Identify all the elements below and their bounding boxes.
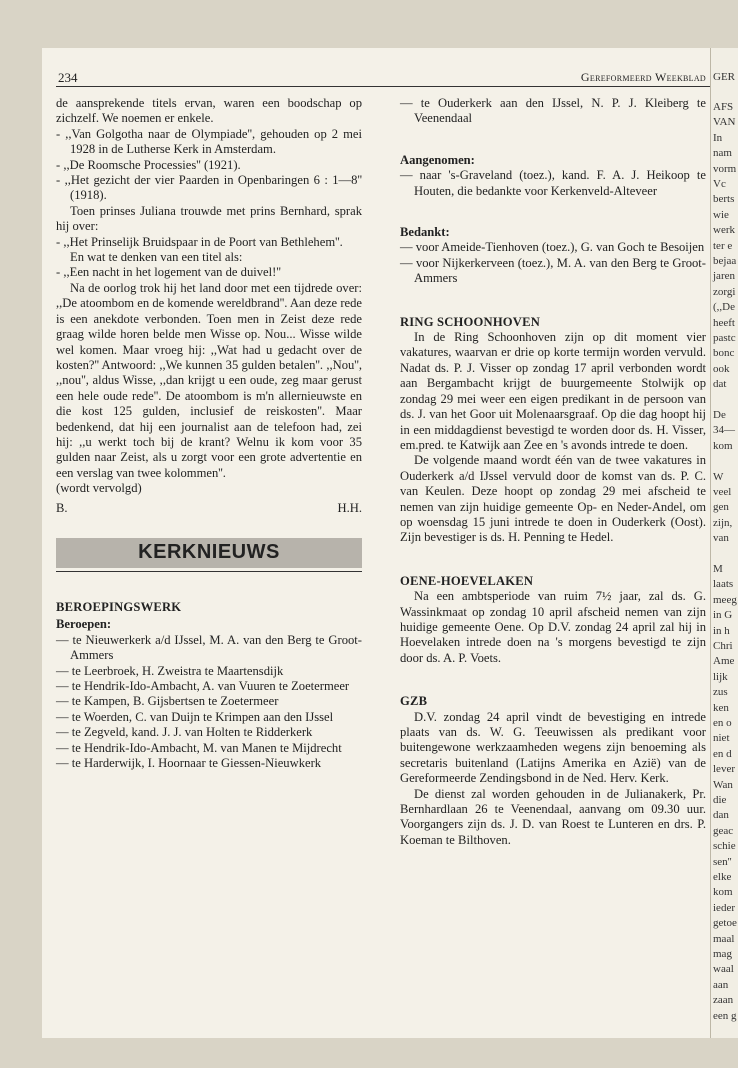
fragment-line: van [713,532,729,545]
fragment-line: veel [713,486,732,498]
fragment-line: elke [713,871,732,883]
fragment-line: getoe [713,917,737,930]
fragment-line: een g [713,1009,737,1022]
fragment-line: meeg [713,593,737,606]
header-rule [56,86,710,87]
paragraph: - ,,Van Golgotha naar de Olympiade'', gehouden op 2 mei 1928 in de Lutherse Kerk in Amsterdam. [56,126,362,157]
fragment-line: zijn, [713,516,733,529]
fragment-line: VAN [713,116,736,129]
fragment-line: zus [713,686,728,699]
continued-note: (wordt vervolgd) [56,481,142,496]
page-number: 234 [58,70,78,85]
fragment-line: geac [713,824,734,837]
paragraph: - ,,De Roomsche Processies'' (1921). [56,157,241,172]
fragment-line: lever [713,763,735,776]
paragraph: - ,,Het gezicht der vier Paarden in Openbaringen 6 : 1—8'' (1918). [56,173,362,203]
section-heading-gzb: GZB [400,694,428,709]
fragment-line: schie [713,840,736,853]
fragment-line: bonc [713,347,735,360]
fragment-line: in G [713,609,733,622]
fragment-line: werk [713,224,735,237]
kerknieuws-banner: KERKNIEUWS [56,538,362,568]
fragment-line: berts [713,193,735,206]
paragraph: In de Ring Schoonhoven zijn op dit moment vier vakatures, waarvan er drie op korte termijn worden vervuld. Nadat ds. P. J. Visser op zondag 17 april verbonden wordt aan Bergambacht krijgt de buurgemeente Stolwijk op zondag 29 mei weer een eigen predikant in de persoon van ds. J. van het Goor uit Molenaarsgraaf. Op die dag hoopt hij in een middagdienst bevestigd te worden door ds. H. Visser, em.pred. te Katwijk aan Zee en 's avonds intrede te doen. [400,330,706,452]
fragment-line: wie [713,208,729,221]
banner-rule [56,571,362,572]
fragment-line: kom [713,886,733,899]
fragment-line: De [713,409,726,421]
fragment-line: vorm [713,162,737,175]
list-item: — te Hendrik-Ido-Ambacht, M. van Manen te Mijdrecht [56,740,342,755]
list-item: — te Zegveld, kand. J. J. van Holten te Ridderkerk [56,725,313,740]
list-item: — voor Nijkerkerveen (toez.), M. A. van den Berg te Groot-Ammers [400,255,706,286]
fragment-line: heeft [713,316,735,329]
fragment-line: waal [713,963,734,976]
next-page-header: GER [713,71,735,83]
list-item: — te Hendrik-Ido-Ambacht, A. van Vuuren te Zoetermeer [56,679,350,693]
fragment-line: dat [713,378,727,391]
fragment-line: lijk [713,670,728,683]
section-heading-beroepingswerk: BEROEPINGSWERK [56,599,182,614]
fragment-line: niet [713,732,730,745]
list-item: — te Leerbroek, H. Zweistra te Maartensdijk [56,663,284,678]
beroepen-list-continued [400,96,706,127]
fragment-line: pastc [713,332,736,344]
fragment-line: W [713,470,724,483]
section-heading-oene-hoevelaken: OENE-HOEVELAKEN [400,573,534,588]
list-item: — te Kampen, B. Gijsbertsen te Zoetermeer [56,694,279,709]
fragment-line: (,,De [713,301,735,314]
fragment-line: Chri [713,640,733,652]
beroepen-list [56,633,362,772]
fragment-line: dan [713,809,729,822]
fragment-line: Wan [713,778,733,791]
fragment-line: ken [713,701,729,714]
fragment-line: aan [713,978,729,991]
fragment-line: sen'' [713,855,732,868]
paragraph: De dienst zal worden gehouden in de Julianakerk, Pr. Bernhardlaan 26 te Veenendaal, aanvang om 09.30 uur. Voorgangers zijn ds. J. D. van Roest te Lunteren en drs. P. Koeman te Bilthoven. [400,786,706,847]
fragment-line: laats [713,578,734,591]
fragment-line: gen [713,501,729,514]
list-item: — te Ouderkerk aan den IJssel, N. P. J. Kleiberg te Veenendaal [400,96,706,126]
paragraph: de aansprekende titels ervan, waren een boodschap op zichzelf. We noemen er enkele. [56,96,362,126]
fragment-line: ook [713,362,730,375]
paragraph: Toen prinses Juliana trouwde met prins Bernhard, sprak hij over: [56,203,362,234]
gzb-body [400,710,706,849]
paragraph: Na een ambtsperiode van ruim 7½ jaar, zal ds. G. Wassinkmaat op zondag 10 april afscheid nemen van zijn huidige gemeente Oene. Op D.V. zondag 24 april zal hij in Hoevelaken intrede doen na 's morgens bevestigd te zijn door ds. A. P. Voets. [400,589,706,665]
beroepen-label: Beroepen: [56,617,112,632]
left-column [56,96,362,771]
fragment-line: ieder [713,901,735,914]
bedankt-label: Bedankt: [400,225,450,240]
journal-title: Gereformeerd Weekblad [580,70,706,84]
bedankt-list [400,240,706,286]
paragraph: Na de oorlog trok hij het land door met een tijdrede over: ,,De atoombom en de komende wereldbrand''. Aan deze rede is een anekdote verbonden. Toen men in Zeist deze rede graag wilde horen belde men Wisse op. Nou... Wisse wilde wel komen. Maar vroeg hij: ,,Wat had u gedacht over de kosten?'' Antwoord: ,,We kunnen 35 gulden betalen''. ,,Nou'', ,,nou'', aldus Wisse, ,,dan krijgt u een oude, zeg maar gerust een hele oude rede''. De atoombom is m'n allernieuwste en die kost 125 gulden, inclusief de reiskosten''. Maar bedenkend, dat hij een journalist aan de telefoon had, zei hij: ,,u werkt toch bij de krant? Welnu ik kom voor 35 gulden naar Zeist, als u zorgt voor een grote advertentie en een verslag van twee kolommen''. [56,280,362,480]
ring-schoonhoven-body [400,330,706,546]
fragment-line: die [713,794,727,806]
paragraph: De volgende maand wordt één van de twee vakatures in Ouderkerk a/d IJssel vervuld door de komst van ds. P. C. van Keulen. Deze hoopt op zondag 29 mei afscheid te nemen van zijn huidige gemeente Op- en Neder-Andel, om op woensdag 15 juni intrede te doen in Ouderkerk (Oost). Zijn bevestiger is ds. H. Penning te Hedel. [400,453,706,545]
fragment-line: AFS [713,101,734,113]
section-heading-ring-schoonhoven: RING SCHOONHOVEN [400,314,540,329]
aangenomen-list [400,168,706,199]
signature-right: H.H. [337,500,362,515]
paragraph: - ,,Een nacht in het logement van de duivel!'' [56,265,281,280]
list-item: — te Harderwijk, I. Hoornaar te Giessen-Nieuwkerk [56,756,322,771]
fragment-line: in h [713,624,730,637]
fragment-line: zorgi [713,285,736,298]
paragraph: - ,,Het Prinselijk Bruidspaar in de Poort van Bethlehem''. [56,234,343,249]
fragment-line: zaan [713,994,734,1007]
list-item: — naar 's-Graveland (toez.), kand. F. A. J. Heikoop te Houten, die bedankte voor Kerkenveld-Alteveer [400,168,706,198]
oene-hoevelaken-body [400,589,706,666]
article-body [56,96,362,481]
fragment-line: 34— [713,424,735,437]
list-item: — te Woerden, C. van Duijn te Krimpen aan den IJssel [56,709,334,724]
paragraph: D.V. zondag 24 april vindt de bevestiging en intrede plaats van ds. W. G. Teeuwissen als predikant voor buitengewone werkzaamheden wegens zijn benoeming als secretaris buitenland (Latijns Amerika en Azië) van de Gereformeerde Zendingsbond in de Ned. Herv. Kerk. [400,709,706,786]
fragment-line: maal [713,932,735,945]
fragment-line: Ame [713,655,735,668]
list-item: — te Nieuwerkerk a/d IJssel, M. A. van den Berg te Groot-Ammers [56,632,362,663]
paragraph: En wat te denken van een titel als: [70,250,243,265]
right-column [400,96,706,848]
fragment-line: en d [713,747,732,760]
fragment-line: In [713,131,723,144]
signature-left: B. [56,500,68,515]
next-page-edge [710,48,738,1038]
fragment-line: M [713,563,723,575]
fragment-line: en o [713,717,732,729]
fragment-line: Vc [713,178,726,190]
fragment-line: nam [713,147,732,160]
fragment-line: mag [713,948,732,960]
fragment-line: ter e [713,239,733,252]
fragment-line: bejaa [713,255,737,267]
journal-page [42,48,710,1038]
aangenomen-label: Aangenomen: [400,152,475,167]
signature [56,501,362,516]
fragment-line: jaren [713,270,735,283]
fragment-line: kom [713,439,733,452]
list-item: — voor Ameide-Tienhoven (toez.), G. van Goch te Besoijen [400,240,705,255]
